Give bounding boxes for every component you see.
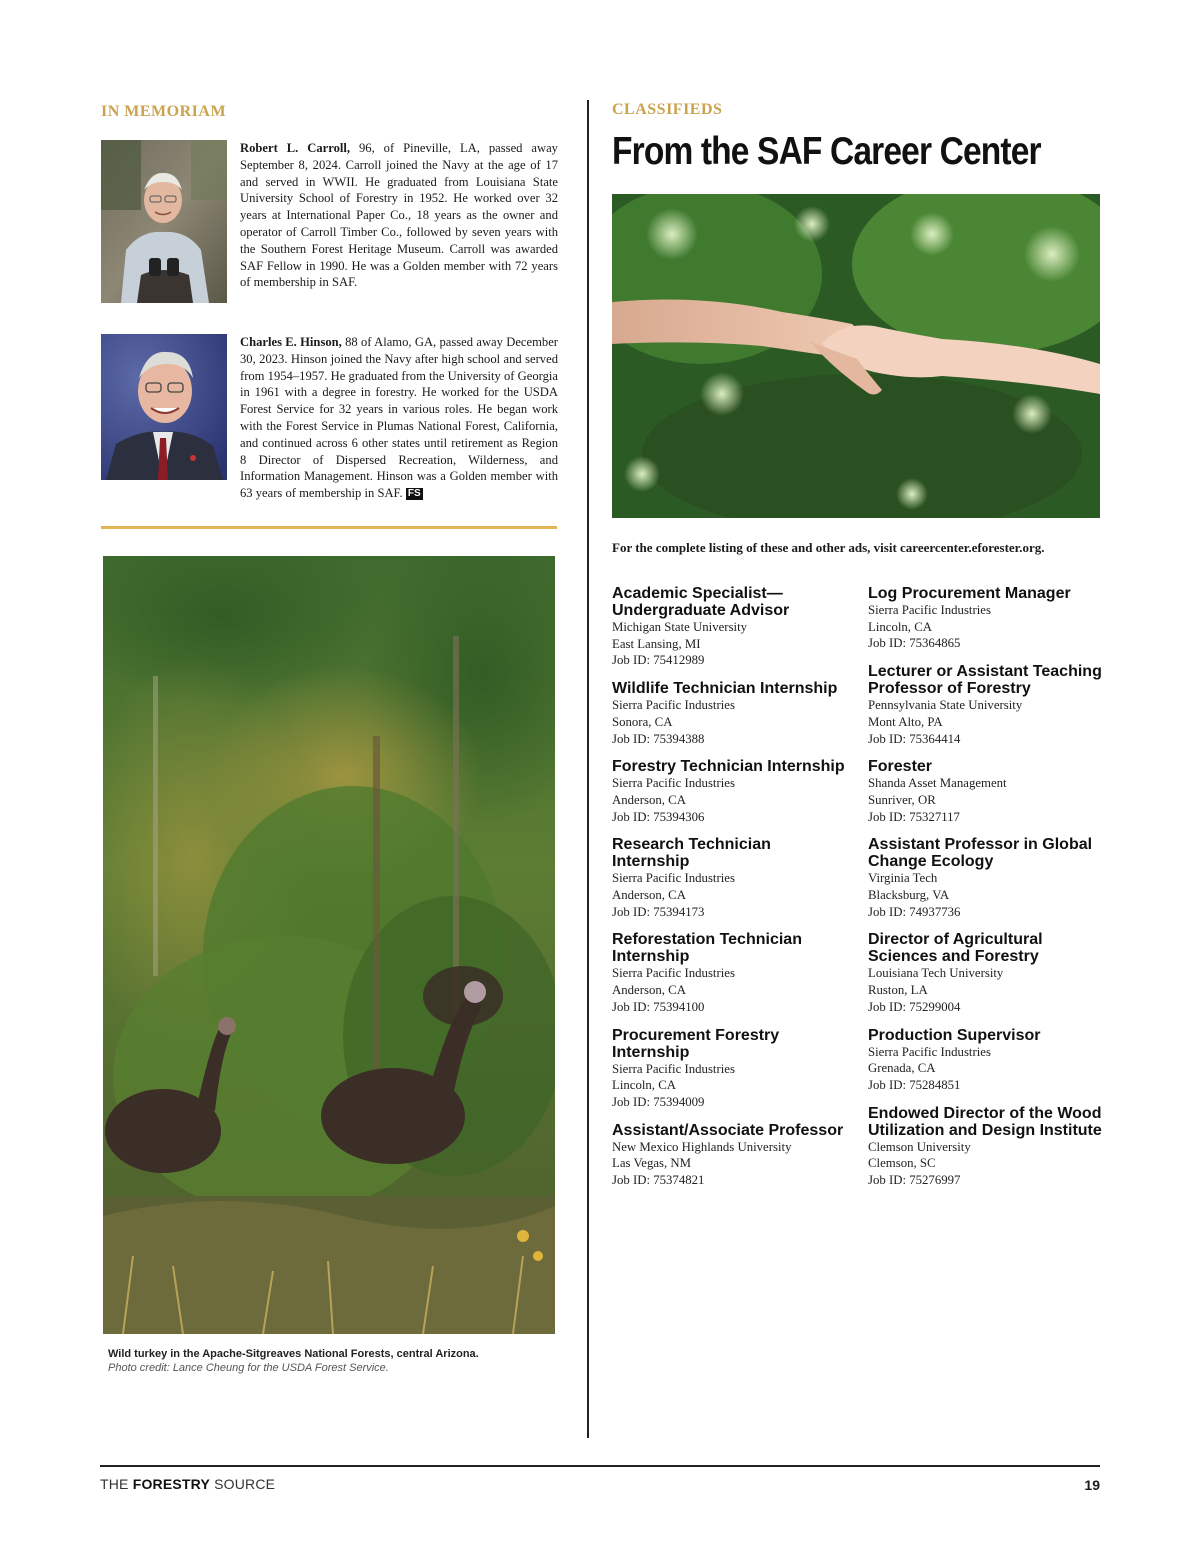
job-id: Job ID: 75394388 [612, 731, 705, 746]
job-id: Job ID: 75364414 [868, 731, 961, 746]
job-id: Job ID: 74937736 [868, 904, 961, 919]
memorial-entry-hinson [101, 334, 557, 504]
job-listing [868, 663, 1108, 747]
job-title: Research Technician Internship [612, 836, 771, 871]
photo-caption-title: Wild turkey in the Apache-Sitgreaves National Forests, central Arizona. [108, 1348, 479, 1360]
job-title: Wildlife Technician Internship [612, 680, 838, 698]
job-id: Job ID: 75412989 [612, 653, 705, 668]
job-organization: Louisiana Tech University [868, 966, 1004, 981]
carroll-name: Robert L. Carroll, [240, 141, 351, 155]
job-organization: New Mexico Highlands University [612, 1139, 792, 1154]
job-id: Job ID: 75394100 [612, 999, 705, 1014]
job-title: Director of Agricultural Sciences and Forestry [868, 931, 1043, 966]
job-id: Job ID: 75327117 [868, 809, 960, 824]
job-location: Las Vegas, NM [612, 1156, 692, 1171]
job-organization: Sierra Pacific Industries [868, 603, 991, 617]
job-organization: Shanda Asset Management [868, 776, 1007, 791]
job-location: Anderson, CA [612, 888, 686, 903]
job-location: Grenada, CA [868, 1061, 936, 1076]
job-listing [868, 758, 1108, 825]
job-listing [612, 836, 852, 920]
footer-brand: FORESTRY [132, 1476, 211, 1492]
job-location: Sonora, CA [612, 714, 673, 729]
job-id: Job ID: 75284851 [868, 1077, 961, 1092]
job-location: Mont Alto, PA [868, 714, 943, 729]
job-title: Log Procurement Manager [868, 585, 1071, 602]
hinson-text: 88 of Alamo, GA, passed away December 30, 2023. Hinson joined the Navy after high school and served from 1954–1957. He graduated from the University of Georgia in 1961 with a degree in forestry. He worked for the USDA Forest Service for 32 years in various roles. He began work with the Forest Service in Plumas National Forest, California, and continued across 6 other states until retirement as Region 8 Director of Dispersed Recreation, Wilderness, and Information Management. Hinson was a Golden member with 63 years of membership in SAF. [240, 335, 558, 501]
job-location: East Lansing, MI [612, 636, 701, 651]
job-listing [868, 585, 1108, 652]
in-memoriam-label: IN MEMORIAM [101, 103, 227, 120]
job-listing [868, 1027, 1108, 1094]
hinson-obituary [240, 334, 558, 502]
job-title: Reforestation Technician Internship [612, 931, 802, 966]
job-organization: Sierra Pacific Industries [612, 776, 735, 791]
classifieds-label: CLASSIFIEDS [612, 101, 723, 118]
jobs-column-right [868, 585, 1108, 1200]
job-title: Academic Specialist—Undergraduate Advisor [612, 585, 790, 619]
job-listing [612, 680, 852, 747]
job-organization: Sierra Pacific Industries [612, 698, 735, 713]
job-id: Job ID: 75276997 [868, 1173, 961, 1188]
job-location: Sunriver, OR [868, 792, 936, 807]
section-divider-gold [101, 526, 557, 529]
footer-rule [100, 1465, 1100, 1467]
photo-caption [108, 1347, 558, 1375]
careercenter-intro: For the complete listing of these and other ads, visit careercenter.eforester.org. [612, 540, 1045, 555]
job-organization: Virginia Tech [868, 871, 938, 886]
job-organization: Pennsylvania State University [868, 698, 1023, 713]
job-listing [612, 1122, 852, 1189]
job-organization: Sierra Pacific Industries [612, 966, 735, 981]
job-listing [868, 931, 1108, 1015]
job-location: Ruston, LA [868, 983, 928, 998]
job-title: Assistant/Associate Professor [612, 1121, 844, 1139]
job-id: Job ID: 75364865 [868, 636, 961, 651]
job-title: Procurement Forestry Internship [612, 1026, 780, 1061]
job-location: Lincoln, CA [868, 619, 932, 634]
job-location: Blacksburg, VA [868, 888, 950, 903]
job-listing [612, 758, 852, 825]
column-divider [587, 100, 589, 1438]
job-title: Forester [868, 758, 933, 776]
job-title: Assistant Professor in Global Change Ecology [868, 836, 1093, 871]
job-listing [612, 1027, 852, 1111]
job-organization: Sierra Pacific Industries [612, 871, 735, 886]
wild-turkey-photo [103, 556, 555, 1334]
hinson-name: Charles E. Hinson, [240, 335, 342, 349]
job-listing [612, 931, 852, 1015]
job-listing [868, 836, 1108, 920]
handshake-photo [612, 194, 1100, 518]
job-id: Job ID: 75374821 [612, 1173, 705, 1188]
job-id: Job ID: 75394306 [612, 809, 705, 824]
job-title: Production Supervisor [868, 1026, 1041, 1044]
footer-the: THE [100, 1476, 133, 1492]
job-id: Job ID: 75299004 [868, 999, 961, 1014]
job-title: Forestry Technician Internship [612, 758, 845, 776]
job-listing [612, 585, 852, 669]
page-number: 19 [1084, 1477, 1100, 1493]
hinson-portrait [101, 334, 227, 480]
job-listing [868, 1105, 1108, 1189]
job-title: Lecturer or Assistant Teaching Professor of Forestry [868, 663, 1102, 698]
photo-credit: Photo credit: Lance Cheung for the USDA Forest Service. [108, 1362, 389, 1374]
job-location: Lincoln, CA [612, 1078, 676, 1093]
job-location: Anderson, CA [612, 983, 686, 998]
memorial-entry-carroll [101, 140, 557, 305]
jobs-column-left [612, 585, 852, 1200]
job-organization: Clemson University [868, 1139, 971, 1154]
page-title: From the SAF Career Center [612, 130, 1041, 173]
carroll-obituary [240, 140, 558, 291]
footer-source: SOURCE [210, 1476, 276, 1492]
job-title: Endowed Director of the Wood Utilization and Design Institute [868, 1104, 1102, 1139]
carroll-portrait [101, 140, 227, 303]
job-id: Job ID: 75394009 [612, 1094, 705, 1109]
job-organization: Sierra Pacific Industries [868, 1044, 991, 1059]
job-location: Anderson, CA [612, 792, 686, 807]
job-location: Clemson, SC [868, 1156, 936, 1171]
fs-end-mark: FS [407, 488, 421, 500]
job-organization: Sierra Pacific Industries [612, 1061, 735, 1076]
job-id: Job ID: 75394173 [612, 904, 705, 919]
publication-name [100, 1476, 275, 1492]
carroll-text: 96, of Pineville, LA, passed away September 8, 2024. Carroll joined the Navy at the age of 17 and served in WWII. He graduated from Louisiana State University School of Forestry in 1952. He worked over 32 years at International Paper Co., 18 years as the owner and operator of Carroll Timber Co., followed by seven years with the Southern Forest Heritage Museum. Carroll was awarded SAF Fellow in 1990. He was a Golden member with 72 years of membership in SAF. [240, 141, 558, 290]
job-organization: Michigan State University [612, 620, 748, 634]
